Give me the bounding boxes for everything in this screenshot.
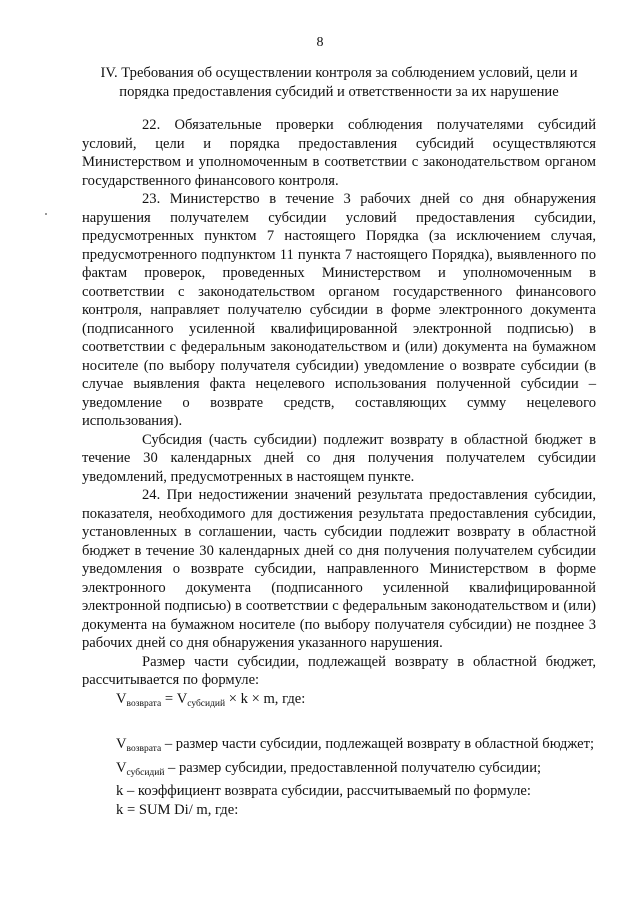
document-body [82, 116, 596, 819]
formula-eq: = V [161, 690, 188, 707]
formula-rest: × k × m, где: [225, 690, 306, 707]
page-number: 8 [316, 35, 324, 50]
definition-k: k – коэффициент возврата субсидии, рассчитываемый по формуле: [116, 783, 531, 799]
formula-sub-return: возврата [126, 698, 162, 709]
def-text: – размер части субсидии, подлежащей возврату в областной бюджет; [161, 736, 595, 752]
paragraph-23-return-term: Субсидия (часть субсидии) подлежит возврату в областной бюджет в течение 30 календарных дней со дня получения получателем субсидии уведомлений, предусмотренных в настоящем пункте. [82, 431, 596, 485]
def-sub-subsidy: субсидий [126, 767, 165, 778]
formula-sub-subsidy: субсидий [187, 698, 226, 709]
paragraph-24: 24. При недостижении значений результата предоставления субсидии, показателя, необходимого для достижения результата предоставления субсидии, установленных в соглашении, часть субсидии подлежит возврату в областной бюджет в течение 30 календарных дней со дня получения получателем субсидии уведомления о возврате субсидии, направленного Министерством в форме электронного документа (подписанного усиленной квалифицированной электронной подписью) в соответствии с федеральным законодательством и (или) документа на бумажном носителе (по выбору получателя субсидии) не позднее 3 рабочих дней со дня обнаружения указанного нарушения. [82, 487, 596, 651]
def-text: – размер субсидии, предоставленной получателю субсидии; [164, 759, 542, 776]
def-v: V [116, 759, 127, 776]
def-sub-return: возврата [126, 744, 162, 754]
definition-v-return [82, 735, 596, 759]
formula-v: V [116, 690, 127, 707]
definition-v-subsidy [82, 759, 596, 783]
section-heading: IV. Требования об осуществлении контроля за соблюдением условий, цели и порядка предоставления субсидий и ответственности за их нарушение [100, 65, 578, 100]
formula-return-amount [82, 690, 596, 714]
paragraph-22: 22. Обязательные проверки соблюдения получателями субсидий условий, цели и порядка предоставления субсидий осуществляются Министерством и уполномоченным в соответствии с законодательством органом государственного финансового контроля. [82, 117, 596, 189]
formula-k: k = SUM Di/ m, где: [116, 801, 239, 818]
paragraph-23: 23. Министерство в течение 3 рабочих дней со дня обнаружения нарушения получателем субсидии условий предоставления субсидии, предусмотренных пунктом 7 настоящего Порядка (за исключением случая, предусмотренного подпунктом 11 пункта 7 настоящего Порядка), выявленного по фактам проверок, проведенных Министерством и уполномоченным в соответствии с законодательством органом государственного финансового контроля, направляет получателю субсидии в форме электронного документа (подписанного усиленной квалифицированной электронной подписью) в соответствии с федеральным законодательством и (или) документа на бумажном носителе (по выбору получателя субсидии) уведомление о возврате субсидии (в случае выявления факта нецелевого использования полученной субсидии – уведомление о возврате средств, составляющих сумму нецелевого использования). [82, 191, 596, 429]
def-v: V [116, 736, 127, 752]
margin-mark [45, 213, 47, 215]
paragraph-24-formula-intro: Размер части субсидии, подлежащей возврату в областной бюджет, рассчитывается по формуле: [82, 653, 596, 688]
